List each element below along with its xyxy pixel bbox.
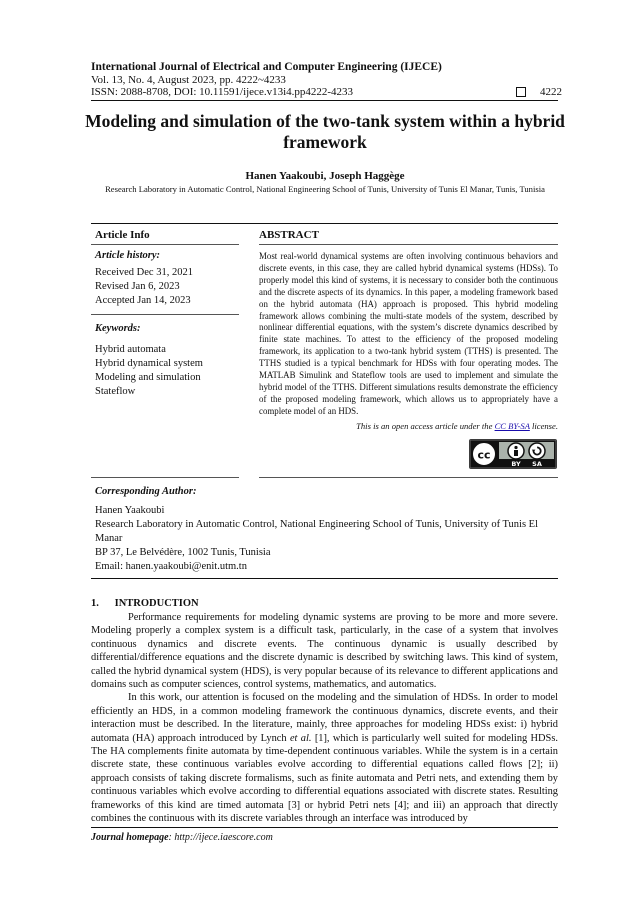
intro-body xyxy=(91,611,558,826)
keyword: Hybrid dynamical system xyxy=(95,358,203,369)
page-number-block xyxy=(516,86,562,98)
cc-by-sa-badge xyxy=(469,439,557,469)
paper-title: Modeling and simulation of the two-tank system within a hybrid framework xyxy=(85,111,565,152)
cc-label: cc xyxy=(477,448,491,462)
open-access-note xyxy=(356,421,558,431)
footer-rule xyxy=(91,827,558,828)
authors: Hanen Yaakoubi, Joseph Haggège xyxy=(245,170,405,182)
history-rule xyxy=(91,314,239,315)
article-info-rule xyxy=(91,244,239,245)
history-heading: Article history: xyxy=(95,250,161,261)
accepted-date: Accepted Jan 14, 2023 xyxy=(95,295,191,306)
square-icon xyxy=(516,87,526,97)
volume-info: Vol. 13, No. 4, August 2023, pp. 4222~4233 xyxy=(91,74,286,86)
license-link[interactable]: CC BY-SA xyxy=(494,421,530,431)
keyword: Stateflow xyxy=(95,386,136,397)
homepage-label: Journal homepage xyxy=(91,832,169,843)
sa-share-icon xyxy=(529,443,545,459)
journal-homepage xyxy=(91,832,273,843)
revised-date: Revised Jan 6, 2023 xyxy=(95,281,180,292)
journal-name: International Journal of Electrical and Computer Engineering (IJECE) xyxy=(91,61,442,73)
abstract-heading: ABSTRACT xyxy=(259,229,319,241)
corresponding-address: BP 37, Le Belvédère, 1002 Tunis, Tunisia xyxy=(95,547,271,558)
sa-label: SA xyxy=(532,460,542,468)
intro-heading: 1. INTRODUCTION xyxy=(91,598,199,609)
article-info-heading: Article Info xyxy=(95,229,150,241)
keyword: Modeling and simulation xyxy=(95,372,201,383)
p2-part-a: In this work, our attention is focused on the modeling and the simulation of HDSs. In order to model efficiently an HDS, in a common modeling framework the continuous dynamics, discrete events, and their interaction must be described. In the literature, mainly, three approaches for modeling HDSs exist: i) hybrid automata (HA) approach introduced by Lynch xyxy=(91,692,558,744)
page-number: 4222 xyxy=(540,86,562,98)
intro-paragraph-2 xyxy=(91,691,558,825)
oa-prefix: This is an open access article under the xyxy=(356,421,493,431)
corresponding-details xyxy=(95,504,565,574)
corresponding-rule-left xyxy=(91,477,239,478)
history-list xyxy=(95,266,193,308)
corresponding-rule-right xyxy=(259,477,558,478)
received-date: Received Dec 31, 2021 xyxy=(95,267,193,278)
homepage-url[interactable]: : http://ijece.iaescore.com xyxy=(168,832,273,843)
keywords-list xyxy=(95,343,203,399)
issn-doi: ISSN: 2088-8708, DOI: 10.11591/ijece.v13i4.pp4222-4233 xyxy=(91,86,354,98)
header-rule xyxy=(91,100,558,101)
abstract-text: Most real-world dynamical systems are often involving continuous behaviors and discrete events, in this case, they are called hybrid dynamical systems (HDSs). To properly model this kind of systems, it is necessary to consider both the continuous and the discrete aspects of its dynamics. In this paper, a modeling framework based on the hybrid automata (HA) approach is proposed. This hybrid modeling framework allows combining the multi-state models of the system, described by nonlinear differential equations, with the system’s discrete dynamics described by finite state machines. To attest to the efficiency of the proposed modeling framework, its application to a two-tank hybrid system (TTHS) is presented. The TTHS studied is a typical benchmark for HDSs with four operating modes. The MATLAB Simulink and Stateflow tools are used to implement and simulate the hybrid model of the TTHS. Different simulations results demonstrate the efficiency of the proposed modeling framework, which allows us to appropriately have a complete model of an HDS. xyxy=(259,251,558,416)
abstract-rule xyxy=(259,244,558,245)
p2-part-b: [1], which is particularly well suited for modeling HDSs. The HA complements finite automata by time-dependent continuous variables. While the system is in a certain discrete state, these continuous variables evolve according to differential equations called flows [2]; ii) approach consists of taking discrete formalisms, such as finite automata and Petri nets, and extending them by continuous variables which evolve according to differential equations associated with discrete states. Resulting frameworks of this kind are timed automata [3] or hybrid Petri nets [4]; and iii) an approach that directly combines the continuous with its discrete variables through an interface was introduced by xyxy=(91,732,558,825)
intro-paragraph-1: Performance requirements for modeling dynamic systems are proving to be more and more severe. Modeling properly a complex system is a difficult task, particularly, in the case of a system that involves continuous dynamics and discrete events. The continuous dynamic is usually described by differential/difference equations and the discrete dynamic is described by switching laws. This kind of system, called the hybrid dynamical system (HDS), is very popular because of its relevance to different applications and domains such as computer sciences, control systems, mathematics, and automatics. xyxy=(91,612,558,691)
info-bottom-rule xyxy=(91,578,558,579)
et-al: et al. xyxy=(289,732,312,744)
info-top-rule xyxy=(91,223,558,224)
affiliation: Research Laboratory in Automatic Control, National Engineering School of Tunis, University of Tunis El Manar, Tunis, Tunisia xyxy=(105,184,545,194)
corresponding-email: Email: hanen.yaakoubi@enit.utm.tn xyxy=(95,561,247,572)
by-label: BY xyxy=(511,460,521,468)
keywords-heading: Keywords: xyxy=(95,323,141,334)
corresponding-name: Hanen Yaakoubi xyxy=(95,505,165,516)
corresponding-heading: Corresponding Author: xyxy=(95,486,197,497)
corresponding-affiliation: Research Laboratory in Automatic Control, National Engineering School of Tunis, University of Tunis El Manar xyxy=(95,519,538,544)
oa-suffix: license. xyxy=(531,421,558,431)
keyword: Hybrid automata xyxy=(95,344,166,355)
